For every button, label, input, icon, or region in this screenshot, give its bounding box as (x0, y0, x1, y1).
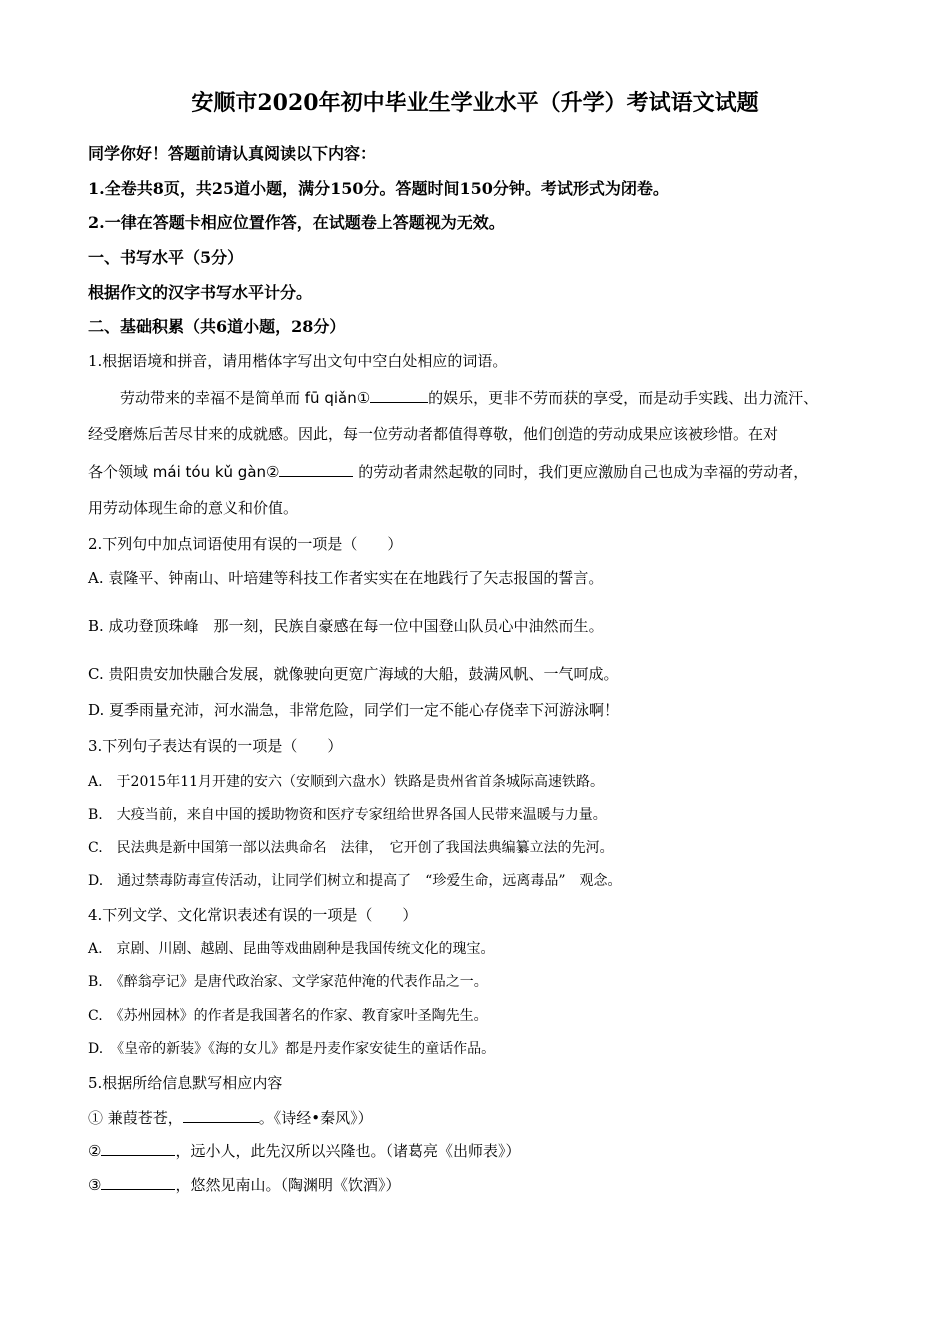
notice-greeting: 同学你好！答题前请认真阅读以下内容： (88, 144, 377, 163)
q4-option-c: C. 《苏州园林》的作者是我国著名的作家、教育家叶圣陶先生。 (88, 1008, 488, 1024)
q3-option-c: C. 民法典是新中国第一部以法典命名 法律， 它开创了我国法典编纂立法的先河。 (88, 840, 614, 856)
q1-paragraph-line-1 (120, 387, 818, 408)
notice-rule-1: 1.全卷共8页，共25道小题，满分150分。答题时间150分钟。考试形式为闭卷。 (88, 179, 669, 198)
q1-paragraph-line-4: 用劳动体现生命的意义和价值。 (88, 499, 299, 517)
q5-item-2-after: ，远小人，此先汉所以兴隆也。（诸葛亮《出师表》） (175, 1142, 521, 1160)
q1-p3-before: 各个领域 mái tóu kǔ gàn② (88, 463, 280, 481)
q2-option-a: A. 袁隆平、钟南山、叶培建等科技工作者实实在在地践行了矢志报国的誓言。 (88, 569, 604, 587)
q5-blank-3[interactable] (101, 1174, 175, 1190)
q1-paragraph-line-2: 经受磨炼后苦尽甘来的成就感。因此，每一位劳动者都值得尊敬，他们创造的劳动成果应该被珍惜。在对 (88, 425, 779, 443)
q2-option-b: B. 成功登顶珠峰 那一刻，民族自豪感在每一位中国登山队员心中油然而生。 (88, 617, 604, 635)
q5-item-3-before: ③ (88, 1176, 102, 1194)
notice-rule-2: 2.一律在答题卡相应位置作答，在试题卷上答题视为无效。 (88, 213, 505, 232)
q5-item-2 (88, 1140, 520, 1161)
q1-p1-after: 的娱乐，更非不劳而获的享受，而是动手实践、出力流汗、 (428, 389, 819, 407)
q3-option-d: D. 通过禁毒防毒宣传活动，让同学们树立和提高了 “珍爱生命，远离毒品” 观念。 (88, 873, 622, 889)
q5-item-1-after: 。《诗经•秦风》） (258, 1109, 373, 1127)
q2-option-d: D. 夏季雨量充沛，河水湍急，非常危险，同学们一定不能心存侥幸下河游泳啊！ (88, 701, 620, 719)
page-title: 安顺市2020年初中毕业生学业水平（升学）考试语文试题 (191, 90, 759, 116)
section-1-heading: 一、书写水平（5分） (88, 248, 244, 267)
q5-blank-2[interactable] (101, 1140, 175, 1156)
q5-prompt: 5.根据所给信息默写相应内容 (88, 1074, 283, 1092)
q4-prompt: 4.下列文学、文化常识表述有误的一项是（ ） (88, 906, 418, 924)
q1-blank-2[interactable] (279, 461, 353, 477)
q3-option-a: A. 于2015年11月开建的安六（安顺到六盘水）铁路是贵州省首条城际高速铁路。 (88, 774, 605, 790)
q4-option-b: B. 《醉翁亭记》是唐代政治家、文学家范仲淹的代表作品之一。 (88, 974, 488, 990)
q3-option-b: B. 大疫当前，来自中国的援助物资和医疗专家纽给世界各国人民带来温暖与力量。 (88, 807, 607, 823)
q4-option-a: A. 京剧、川剧、越剧、昆曲等戏曲剧种是我国传统文化的瑰宝。 (88, 941, 495, 957)
q4-option-d: D. 《皇帝的新装》《海的女儿》都是丹麦作家安徒生的童话作品。 (88, 1041, 496, 1057)
q1-p3-after: 的劳动者肃然起敬的同时，我们更应激励自己也成为幸福的劳动者， (353, 463, 809, 481)
q5-item-3 (88, 1174, 400, 1195)
section-2-heading: 二、基础积累（共6道小题，28分） (88, 317, 346, 336)
q3-prompt: 3.下列句子表达有误的一项是（ ） (88, 737, 343, 755)
q1-blank-1[interactable] (370, 387, 428, 403)
q2-option-c: C. 贵阳贵安加快融合发展，就像驶向更宽广海域的大船，鼓满风帆、一气呵成。 (88, 665, 619, 683)
section-1-text: 根据作文的汉字书写水平计分。 (88, 283, 313, 302)
q1-paragraph-line-3 (88, 461, 808, 482)
q2-prompt: 2.下列句中加点词语使用有误的一项是（ ） (88, 535, 403, 553)
q5-blank-1[interactable] (183, 1107, 259, 1123)
q1-prompt: 1.根据语境和拼音，请用楷体字写出文句中空白处相应的词语。 (88, 352, 508, 370)
q1-p1-before: 劳动带来的幸福不是简单而 fū qiǎn① (120, 389, 371, 407)
q5-item-1-before: ① 兼葭苍苍， (88, 1109, 183, 1127)
q5-item-3-after: ，悠然见南山。（陶渊明《饮酒》） (175, 1176, 401, 1194)
q5-item-2-before: ② (88, 1142, 102, 1160)
q5-item-1 (88, 1107, 373, 1128)
